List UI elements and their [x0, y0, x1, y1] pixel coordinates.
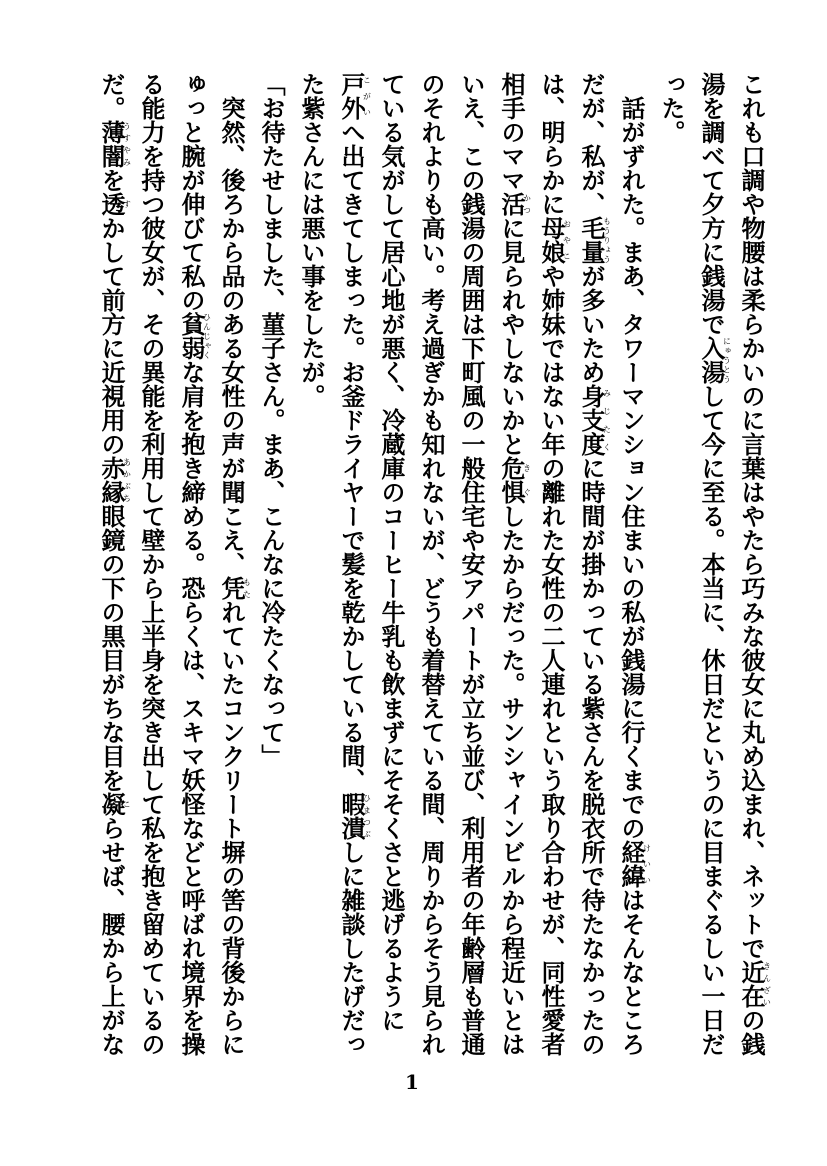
paragraph: [291, 72, 651, 1072]
ruby-base: 薄闇: [97, 120, 125, 168]
ruby-word: [617, 840, 652, 888]
text-run: に時間が掛かっている紫さんを脱衣所で待たなかったのは、明らかに: [537, 72, 605, 1056]
ruby-reading: うすやみ: [122, 120, 132, 168]
text-run: 話がずれた。まあ、タワーマンション住まいの私が銭湯に行くまでの: [617, 96, 645, 840]
ruby-reading: おやこ: [562, 216, 572, 264]
ruby-word: [537, 216, 572, 264]
text-run: の銭湯を調べて夕方に銭湯で: [697, 72, 765, 1056]
text-run: して今に至る。本当に、休日だというのに目まぐるしい一日だった。: [657, 72, 725, 1056]
ruby-word: [497, 456, 532, 504]
ruby-reading: す: [122, 192, 132, 216]
text-run: や姉妹ではない年の離れた女性の二人連れという取り合わせが、同性愛者相手のママ: [497, 72, 565, 1056]
text-run: 「お待たせしました、菫子さん。まあ、こんなに冷たくなって」: [257, 72, 285, 768]
ruby-word: [737, 960, 771, 1008]
ruby-reading: みじたく: [602, 384, 612, 456]
ruby-base: 赤縁: [97, 456, 125, 504]
paragraph: [651, 72, 771, 1072]
ruby-word: [97, 120, 132, 168]
ruby-reading: こがい: [362, 72, 372, 120]
text-run: 眼鏡の下の黒目がちな目を: [97, 504, 125, 792]
text-run: が多いため: [577, 264, 605, 384]
paragraph: [251, 72, 291, 1072]
ruby-base: 凝: [97, 792, 125, 816]
ruby-word: [177, 312, 212, 360]
ruby-word: [337, 72, 372, 120]
ruby-reading: にゅうとう: [722, 336, 732, 384]
ruby-base: 危惧: [497, 456, 525, 504]
ruby-reading: あかぶち: [122, 456, 132, 504]
text-run: しに雑談したげだった紫さんには悪い事をしたが。: [297, 72, 365, 1056]
ruby-word: [97, 192, 132, 216]
ruby-word: [497, 192, 532, 216]
ruby-word: [97, 792, 132, 816]
page-number: 1: [405, 1070, 419, 1094]
text-run: 突然、後ろから品のある女性の声が聞こえ、: [217, 96, 245, 576]
text-run: な肩を抱き締める。恐らくは、スキマ妖怪などと呼ばれ境界を操る能力を持つ彼女が、その異能を利用して壁から上半身を突き出して私を抱き留めているのだ。: [97, 72, 205, 1056]
text-run: かして前方に近視用の: [97, 216, 125, 456]
ruby-reading: ひんじゃく: [202, 312, 212, 360]
ruby-reading: かつ: [522, 192, 532, 216]
body-text: [51, 72, 771, 1072]
text-run: に見られやしないかと: [497, 216, 525, 456]
ruby-word: [697, 336, 732, 384]
ruby-reading: もうりょう: [602, 216, 612, 264]
ruby-reading: きんざい: [762, 960, 771, 1008]
text-run: を: [97, 168, 125, 192]
ruby-base: 暇潰: [337, 792, 365, 840]
ruby-base: 入湯: [697, 336, 725, 384]
text-run: したからだった。サンシャインビルから程近いとはいえ、この銭湯の周囲は下町風の一般住宅や安アパートが立ち並び、利用者の年齢層も普通のそれよりも高い。考え過ぎかも知れないが、どうも着替えている間、周りからそう見られている気がして居心地が悪く、冷蔵庫のコーヒー牛乳も飲まずにそそくさと逃げるように: [377, 72, 525, 1056]
ruby-base: 毛量: [577, 216, 605, 264]
ruby-reading: もた: [242, 576, 252, 600]
ruby-reading: こ: [122, 792, 132, 816]
ruby-reading: けいい: [642, 840, 652, 888]
text-run: へ出てきてしまった。お釜ドライヤーで髪を乾かしている間、: [337, 120, 365, 792]
ruby-base: 身支度: [577, 384, 605, 456]
ruby-base: 母娘: [537, 216, 565, 264]
text-run: らせば、腰から上がな: [97, 816, 125, 1056]
ruby-base: 貧弱: [177, 312, 205, 360]
paragraph: [91, 72, 251, 1072]
text-run: れていたコンクリート塀の筈の背後からにゅっと腕が伸びて私の: [177, 72, 245, 1056]
ruby-base: 近在: [737, 960, 765, 1008]
ruby-reading: ひまつぶ: [362, 792, 372, 840]
text-run: これも口調や物腰は柔らかいのに言葉はやたら巧みな彼女に丸め込まれ、ネットで: [737, 72, 765, 960]
ruby-base: 凭: [217, 576, 245, 600]
text-run: はそんなところだが、私が、: [577, 72, 645, 1056]
ruby-base: 経緯: [617, 840, 645, 888]
ruby-base: 戸外: [337, 72, 365, 120]
ruby-word: [97, 456, 132, 504]
ruby-word: [337, 792, 372, 840]
ruby-base: 活: [497, 192, 525, 216]
ruby-word: [577, 384, 612, 456]
ruby-base: 透: [97, 192, 125, 216]
ruby-word: [217, 576, 252, 600]
ruby-word: [577, 216, 612, 264]
ruby-reading: きぐ: [522, 456, 532, 504]
